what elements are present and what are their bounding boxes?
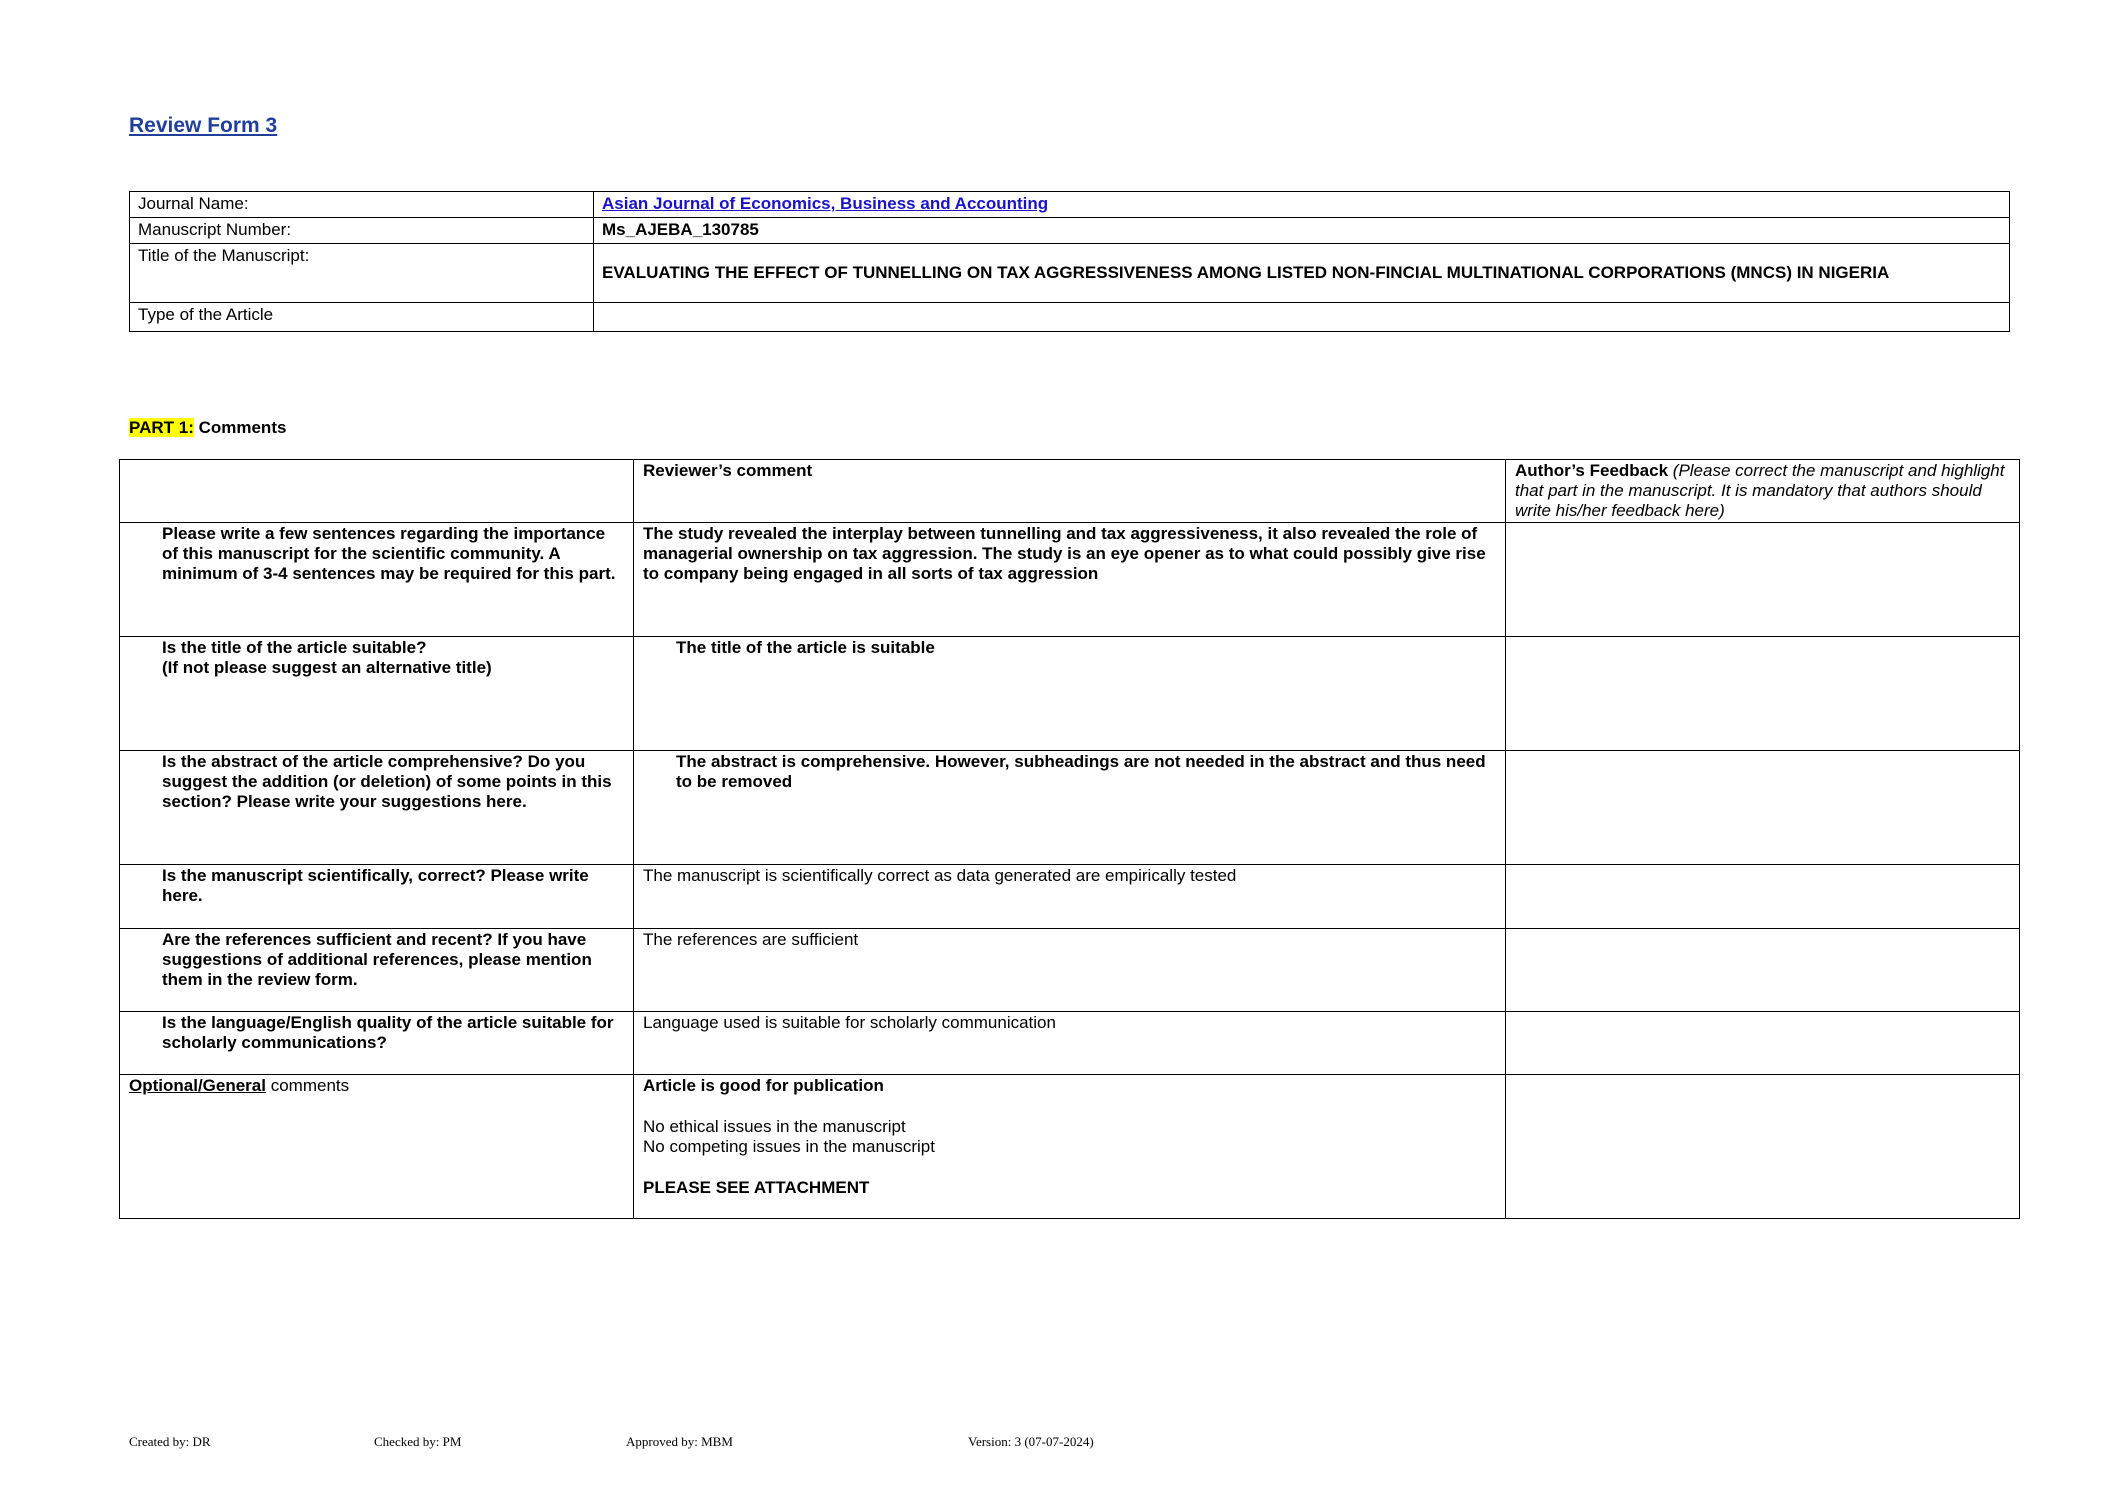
journal-link[interactable]: Asian Journal of Economics, Business and Accounting: [602, 194, 1049, 213]
optional-label-bold: Optional/General: [129, 1076, 266, 1095]
optional-line3: No competing issues in the manuscript: [643, 1137, 935, 1156]
question-language: Is the language/English quality of the article suitable for scholarly communications?: [120, 1012, 634, 1075]
manuscript-title-value: EVALUATING THE EFFECT OF TUNNELLING ON TAX AGGRESSIVENESS AMONG LISTED NON-FINCIAL MULTINATIONAL CORPORATIONS (MNCS) IN NIGERIA: [594, 244, 2010, 303]
comment-importance: The study revealed the interplay between tunnelling and tax aggressiveness, it also revealed the role of managerial ownership on tax aggression. The study is an eye opener as to what could possibly give rise to company being engaged in all sorts of tax aggression: [634, 523, 1506, 637]
optional-label-rest: comments: [265, 1076, 350, 1095]
comment-abstract: The abstract is comprehensive. However, subheadings are not needed in the abstract and thus need to be removed: [634, 751, 1506, 865]
journal-value-cell: [594, 192, 2010, 218]
feedback-abstract[interactable]: [1506, 751, 2020, 865]
part1-tag: PART 1:: [129, 418, 194, 437]
feedback-language[interactable]: [1506, 1012, 2020, 1075]
feedback-scientific[interactable]: [1506, 865, 2020, 929]
manuscript-info-table: [129, 191, 2010, 332]
form-title[interactable]: Review Form 3: [129, 114, 278, 137]
comment-title: The title of the article is suitable: [634, 637, 1506, 751]
feedback-optional[interactable]: [1506, 1075, 2020, 1219]
header-empty-cell: [120, 460, 634, 523]
question-references: Are the references sufficient and recent? If you have suggestions of additional references, please mention them in the review form.: [120, 929, 634, 1012]
footer-approved: Approved by: MBM: [626, 1434, 733, 1449]
optional-line2: No ethical issues in the manuscript: [643, 1117, 906, 1136]
question-abstract: Is the abstract of the article comprehensive? Do you suggest the addition (or deletion) of some points in this section? Please write your suggestions here.: [120, 751, 634, 865]
feedback-importance[interactable]: [1506, 523, 2020, 637]
feedback-references[interactable]: [1506, 929, 2020, 1012]
author-feedback-header-note: (Please correct the manuscript and highlight that part in the manuscript. It is mandatory that authors should write his/her feedback here): [1515, 461, 2005, 520]
comment-language: Language used is suitable for scholarly communication: [634, 1012, 1506, 1075]
journal-label: Journal Name:: [130, 192, 594, 218]
footer-version: Version: 3 (07-07-2024): [968, 1434, 1094, 1449]
optional-comments-label: [120, 1075, 634, 1219]
footer-created: Created by: DR: [129, 1434, 211, 1449]
manuscript-number-label: Manuscript Number:: [130, 218, 594, 244]
part1-label: Comments: [193, 418, 287, 437]
manuscript-title-label: Title of the Manuscript:: [130, 244, 594, 303]
reviewer-comment-header: Reviewer’s comment: [634, 460, 1506, 523]
question-title: [120, 637, 634, 751]
manuscript-number-value: Ms_AJEBA_130785: [594, 218, 2010, 244]
author-feedback-header: [1506, 460, 2020, 523]
question-scientific: Is the manuscript scientifically, correct? Please write here.: [120, 865, 634, 929]
optional-line4: PLEASE SEE ATTACHMENT: [643, 1178, 870, 1197]
optional-comment: [634, 1075, 1506, 1219]
question-title-line2: (If not please suggest an alternative title): [162, 658, 492, 677]
footer-checked: Checked by: PM: [374, 1434, 462, 1449]
comment-scientific: The manuscript is scientifically correct as data generated are empirically tested: [634, 865, 1506, 929]
comments-table: [119, 459, 2020, 1219]
feedback-title[interactable]: [1506, 637, 2020, 751]
part1-heading: [129, 418, 286, 438]
author-feedback-header-title: Author’s Feedback: [1515, 461, 1669, 480]
comment-references: The references are sufficient: [634, 929, 1506, 1012]
optional-line1: Article is good for publication: [643, 1076, 884, 1095]
question-importance: Please write a few sentences regarding the importance of this manuscript for the scientific community. A minimum of 3-4 sentences may be required for this part.: [120, 523, 634, 637]
article-type-value: [594, 303, 2010, 332]
question-title-line1: Is the title of the article suitable?: [162, 638, 427, 657]
article-type-label: Type of the Article: [130, 303, 594, 332]
